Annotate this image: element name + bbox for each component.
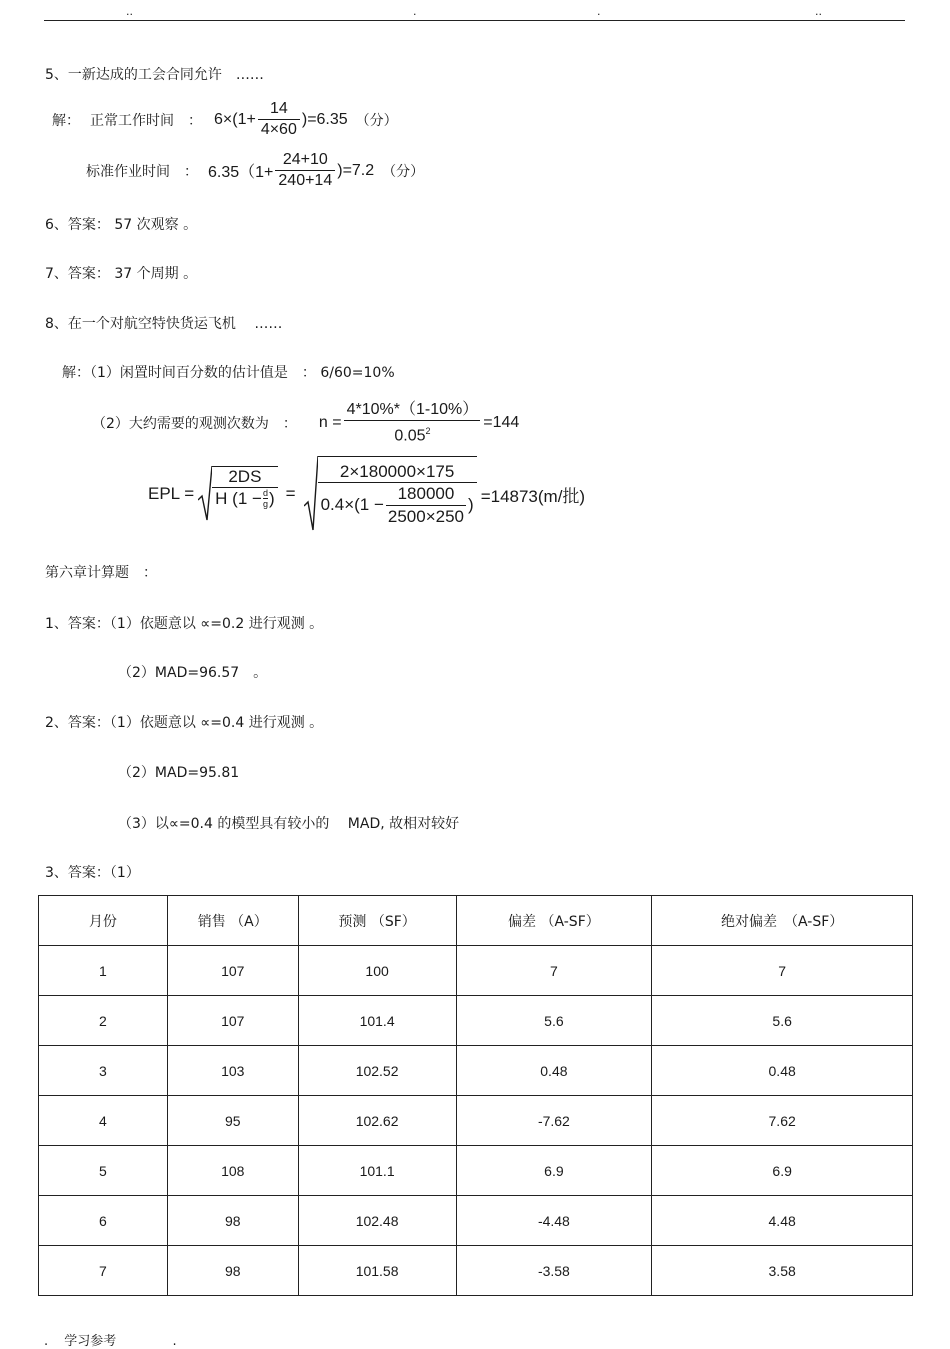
table-cell: -3.58 — [456, 1246, 652, 1296]
table-cell: 95 — [167, 1096, 298, 1146]
table-cell: 3 — [39, 1046, 168, 1096]
table-cell: 7 — [652, 946, 913, 996]
sqrt-1 — [198, 466, 277, 522]
q7-answer: 7、答案： 37 个周期 。 — [45, 266, 198, 282]
table-row — [39, 1046, 913, 1096]
denominator: 2500×250 — [387, 506, 465, 526]
table-cell: 6 — [39, 1196, 168, 1246]
table-cell: 102.62 — [298, 1096, 456, 1146]
fraction — [318, 456, 477, 532]
numerator: 4*10%*（1-10%） — [346, 401, 479, 418]
table-row — [39, 996, 913, 1046]
table-cell: 2 — [39, 996, 168, 1046]
denominator: 240+14 — [275, 170, 335, 191]
table-cell: 101.4 — [298, 996, 456, 1046]
numerator: d — [262, 488, 268, 498]
header-rule — [44, 20, 905, 21]
solution-label: 解： — [52, 112, 80, 129]
denominator: g — [262, 499, 268, 509]
table-cell: 7 — [39, 1246, 168, 1296]
epl-result: =14873(m/批) — [480, 486, 586, 506]
table-cell: 1 — [39, 946, 168, 996]
radical-icon — [304, 456, 318, 532]
fraction — [344, 400, 482, 446]
footer-dot: . — [172, 1334, 177, 1349]
standard-time-label: 标准作业时间 ： — [86, 163, 198, 180]
header-dot: .. — [815, 5, 822, 18]
small-fraction — [263, 488, 268, 509]
numerator: 2DS — [228, 467, 262, 486]
footer-text: 学习参考 — [64, 1334, 117, 1349]
table-row — [39, 1246, 913, 1296]
column-header: 月份 — [39, 896, 168, 946]
radical-icon — [198, 466, 212, 522]
table-cell: 107 — [167, 946, 298, 996]
table-cell: 101.1 — [298, 1146, 456, 1196]
denominator-text: ) — [268, 488, 275, 508]
footer-dot: . — [44, 1334, 49, 1349]
denominator: 4×60 — [258, 119, 300, 140]
formula-text: n = — [318, 414, 342, 432]
table-row — [39, 1096, 913, 1146]
table-cell: -7.62 — [456, 1096, 652, 1146]
normal-time-label: 正常工作时间 ： — [90, 112, 202, 129]
formula-text: )=7.2 — [337, 161, 375, 179]
fraction — [212, 466, 277, 522]
column-header: 预测 （SF） — [298, 896, 456, 946]
table-cell: 4 — [39, 1096, 168, 1146]
column-header: 销售 （A） — [167, 896, 298, 946]
footer — [44, 1330, 177, 1349]
table-cell: 98 — [167, 1196, 298, 1246]
q5-normal-time — [52, 99, 398, 140]
chapter6-title: 第六章计算题 ： — [45, 565, 157, 581]
q8-title: 8、在一个对航空特快货运飞机 …… — [45, 316, 283, 332]
denominator — [212, 487, 277, 509]
ch6-answer2-part3: （3）以∝=0.4 的模型具有较小的 MAD, 故相对较好 — [118, 816, 460, 832]
fraction — [258, 99, 300, 140]
header-dot: .. — [126, 5, 133, 18]
table-cell: 100 — [298, 946, 456, 996]
numerator: 180000 — [397, 483, 455, 503]
formula-text: )=6.35 — [301, 110, 348, 128]
table-cell: 107 — [167, 996, 298, 1046]
observation-count-label: （2）大约需要的观测次数为 ： — [92, 416, 297, 433]
header-dot: . — [597, 5, 601, 18]
denominator-text: H (1 − — [215, 488, 262, 508]
table-cell: 0.48 — [456, 1046, 652, 1096]
epl-formula — [148, 456, 585, 532]
denominator — [318, 482, 477, 528]
epl-lhs: EPL = — [148, 484, 195, 503]
denominator-text: 0.4×(1 − — [320, 495, 384, 514]
table-row — [39, 1146, 913, 1196]
ch6-answer2-part1: 2、答案：（1）依题意以 ∝=0.4 进行观测 。 — [45, 715, 324, 731]
table-cell: 98 — [167, 1246, 298, 1296]
table-cell: 3.58 — [652, 1246, 913, 1296]
table-cell: 103 — [167, 1046, 298, 1096]
numerator: 24+10 — [282, 151, 328, 168]
ch6-answer1-part1: 1、答案：（1）依题意以 ∝=0.2 进行观测 。 — [45, 616, 324, 632]
table-cell: 6.9 — [456, 1146, 652, 1196]
denominator-text: ) — [468, 495, 474, 514]
formula-text: =144 — [483, 414, 520, 432]
table-cell: 102.52 — [298, 1046, 456, 1096]
ch6-answer3-part1: 3、答案：（1） — [45, 865, 140, 881]
sqrt-2 — [304, 456, 477, 532]
table-cell: 7 — [456, 946, 652, 996]
table-cell: -4.48 — [456, 1196, 652, 1246]
table-header-row — [39, 896, 913, 946]
table-cell: 6.9 — [652, 1146, 913, 1196]
unit: （分） — [355, 112, 398, 129]
fraction — [275, 150, 335, 191]
column-header: 绝对偏差 （A-SF） — [652, 896, 913, 946]
numerator: 14 — [269, 100, 288, 117]
q5-title: 5、一新达成的工会合同允许 …… — [45, 67, 264, 83]
inner-fraction — [386, 483, 466, 528]
column-header: 偏差 （A-SF） — [456, 896, 652, 946]
table-row — [39, 1196, 913, 1246]
table-cell: 5 — [39, 1146, 168, 1196]
unit: （分） — [382, 163, 425, 180]
table-cell: 108 — [167, 1146, 298, 1196]
ch6-answer1-part2: （2）MAD=96.57 。 — [118, 665, 268, 681]
table-cell: 0.48 — [652, 1046, 913, 1096]
table-cell: 102.48 — [298, 1196, 456, 1246]
denominator — [344, 420, 480, 446]
formula-text: 6.35（1+ — [208, 164, 274, 181]
q8-solution-2 — [92, 400, 519, 446]
table-row — [39, 946, 913, 996]
denominator-base: 0.05 — [394, 427, 426, 445]
header-dot: . — [413, 5, 417, 18]
formula-text: 6×(1+ — [214, 110, 256, 128]
table-cell: 101.58 — [298, 1246, 456, 1296]
q5-standard-time — [86, 150, 424, 191]
q8-solution-1: 解：（1）闲置时间百分数的估计值是 ： 6/60=10% — [62, 365, 395, 381]
forecast-table — [38, 895, 913, 1296]
exponent: 2 — [425, 426, 431, 436]
ch6-answer2-part2: （2）MAD=95.81 — [118, 765, 240, 781]
table-cell: 5.6 — [652, 996, 913, 1046]
numerator: 2×180000×175 — [339, 461, 455, 481]
table-cell: 4.48 — [652, 1196, 913, 1246]
equals: = — [285, 484, 296, 503]
table-cell: 7.62 — [652, 1096, 913, 1146]
q6-answer: 6、答案： 57 次观察 。 — [45, 217, 198, 233]
table-cell: 5.6 — [456, 996, 652, 1046]
